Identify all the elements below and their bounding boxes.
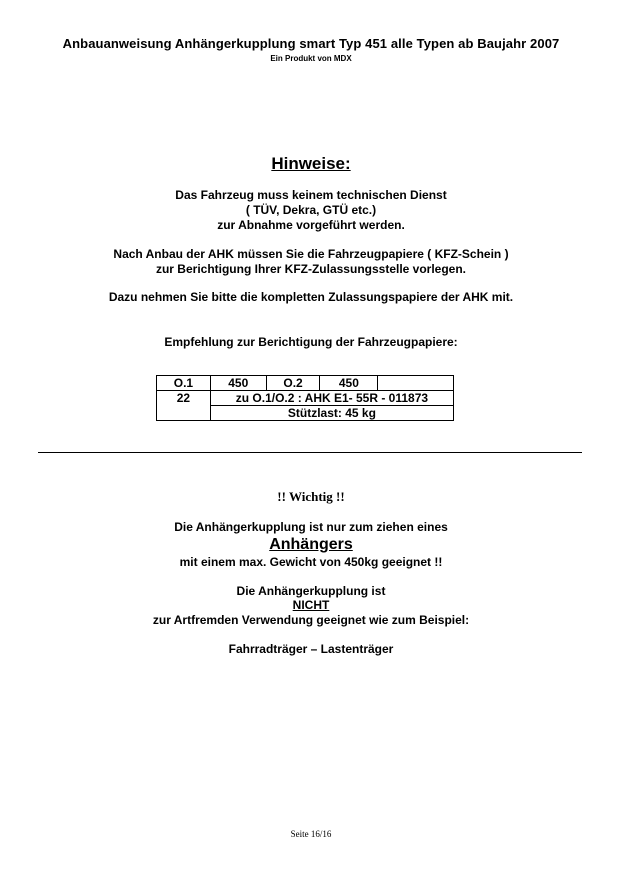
text-line: Das Fahrzeug muss keinem technischen Dienst	[175, 188, 447, 202]
table-row	[157, 376, 454, 391]
wichtig-heading: !! Wichtig !!	[277, 489, 345, 504]
table-cell: O.1	[157, 376, 211, 391]
wichtig-line-4: zur Artfremden Verwendung geeignet wie zum Beispiel:	[152, 613, 470, 627]
hinweise-paragraph-3: Dazu nehmen Sie bitte die kompletten Zulassungspapiere der AHK mit.	[108, 290, 514, 304]
text-line: ( TÜV, Dekra, GTÜ etc.)	[245, 203, 377, 217]
wichtig-line-1: Die Anhängerkupplung ist nur zum ziehen eines	[174, 520, 448, 534]
wichtig-line-2: mit einem max. Gewicht von 450kg geeignet !!	[179, 555, 443, 569]
page-number: Seite 16/16	[290, 829, 332, 839]
wichtig-emphasis: Anhängers	[269, 536, 353, 553]
recommendation-text: Empfehlung zur Berichtigung der Fahrzeugpapiere:	[164, 335, 458, 349]
table-cell	[378, 376, 454, 391]
hinweise-paragraph-2	[0, 247, 622, 277]
table-cell: 450	[320, 376, 378, 391]
wichtig-line-5: Fahrradträger – Lastenträger	[228, 642, 394, 656]
document-subtitle: Ein Produkt von MDX	[270, 54, 352, 63]
table-cell: 22	[157, 391, 211, 421]
wichtig-line-3: Die Anhängerkupplung ist	[236, 584, 386, 598]
hinweise-heading: Hinweise:	[271, 154, 351, 173]
table-cell: O.2	[266, 376, 320, 391]
hinweise-paragraph-1	[0, 188, 622, 233]
text-line: Nach Anbau der AHK müssen Sie die Fahrzeugpapiere ( KFZ-Schein )	[113, 247, 509, 261]
text-line: zur Abnahme vorgeführt werden.	[217, 218, 405, 232]
table-cell: zu O.1/O.2 : AHK E1- 55R - 011873	[210, 391, 453, 406]
document-title: Anbauanweisung Anhängerkupplung smart Typ 451 alle Typen ab Baujahr 2007	[62, 36, 560, 51]
registration-table	[156, 375, 454, 421]
horizontal-divider	[38, 452, 582, 453]
table-cell: Stützlast: 45 kg	[210, 406, 453, 421]
table-row	[157, 391, 454, 406]
wichtig-nicht: NICHT	[292, 598, 330, 612]
text-line: zur Berichtigung Ihrer KFZ-Zulassungsstelle vorlegen.	[155, 262, 467, 276]
table-cell: 450	[210, 376, 266, 391]
